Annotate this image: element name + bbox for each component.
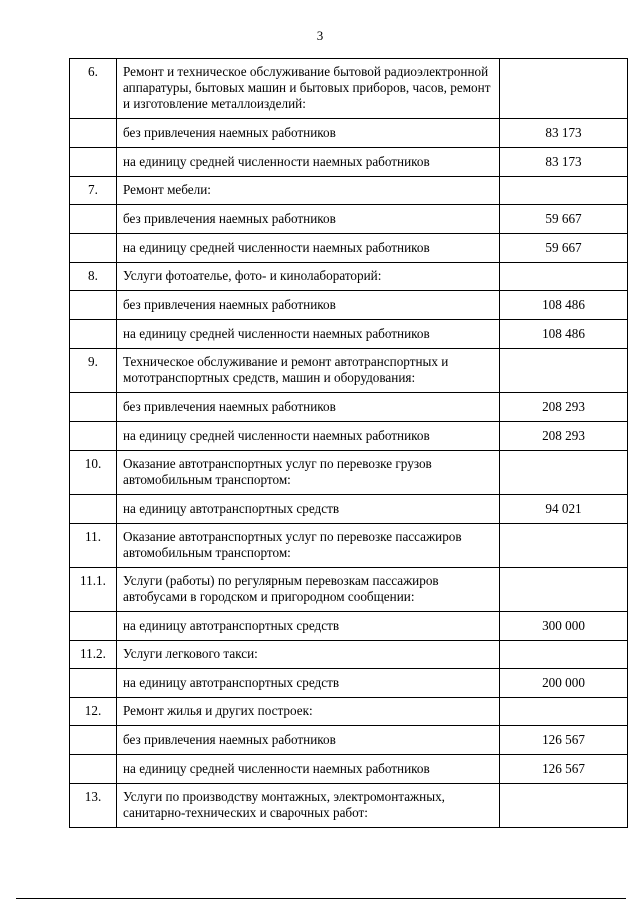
item-number xyxy=(70,495,117,524)
item-number xyxy=(70,612,117,641)
table-row xyxy=(70,784,628,828)
table-row xyxy=(70,349,628,393)
item-number: 10. xyxy=(70,451,117,495)
item-number xyxy=(70,234,117,263)
table-row xyxy=(70,568,628,612)
item-description: на единицу средней численности наемных работников xyxy=(117,755,500,784)
item-number: 11.1. xyxy=(70,568,117,612)
table-row xyxy=(70,234,628,263)
item-value: 208 293 xyxy=(500,422,628,451)
table-row xyxy=(70,669,628,698)
item-description: без привлечения наемных работников xyxy=(117,205,500,234)
table-row xyxy=(70,524,628,568)
table-row xyxy=(70,726,628,755)
item-value xyxy=(500,177,628,205)
item-number: 11. xyxy=(70,524,117,568)
item-number: 6. xyxy=(70,59,117,119)
item-value xyxy=(500,784,628,828)
table-row xyxy=(70,291,628,320)
item-value xyxy=(500,641,628,669)
table-row xyxy=(70,755,628,784)
page-number: 3 xyxy=(316,28,324,43)
table-row xyxy=(70,612,628,641)
item-description: на единицу средней численности наемных работников xyxy=(117,234,500,263)
table-row xyxy=(70,59,628,119)
item-value: 83 173 xyxy=(500,148,628,177)
table-row xyxy=(70,119,628,148)
item-description: на единицу средней численности наемных работников xyxy=(117,320,500,349)
item-number: 11.2. xyxy=(70,641,117,669)
table-row xyxy=(70,641,628,669)
bottom-rule xyxy=(16,898,626,899)
item-description: Услуги фотоателье, фото- и кинолабораторий: xyxy=(117,263,500,291)
item-number xyxy=(70,755,117,784)
table-row xyxy=(70,177,628,205)
item-value: 59 667 xyxy=(500,205,628,234)
item-number: 9. xyxy=(70,349,117,393)
tariff-table xyxy=(69,58,628,828)
item-description: Услуги по производству монтажных, электромонтажных, санитарно-технических и сварочных работ: xyxy=(117,784,500,828)
item-description: Техническое обслуживание и ремонт автотранспортных и мототранспортных средств, машин и оборудования: xyxy=(117,349,500,393)
item-value: 108 486 xyxy=(500,291,628,320)
item-value xyxy=(500,568,628,612)
item-number xyxy=(70,148,117,177)
table-row xyxy=(70,320,628,349)
item-description: без привлечения наемных работников xyxy=(117,726,500,755)
item-value xyxy=(500,451,628,495)
item-description: Услуги легкового такси: xyxy=(117,641,500,669)
item-value xyxy=(500,698,628,726)
item-description: Ремонт жилья и других построек: xyxy=(117,698,500,726)
table-row xyxy=(70,393,628,422)
item-value: 208 293 xyxy=(500,393,628,422)
item-description: без привлечения наемных работников xyxy=(117,119,500,148)
item-value: 126 567 xyxy=(500,726,628,755)
table-row xyxy=(70,698,628,726)
item-description: Услуги (работы) по регулярным перевозкам пассажиров автобусами в городском и пригородном сообщении: xyxy=(117,568,500,612)
table-row xyxy=(70,451,628,495)
item-value: 108 486 xyxy=(500,320,628,349)
item-description: на единицу автотранспортных средств xyxy=(117,612,500,641)
table-row xyxy=(70,148,628,177)
item-number: 13. xyxy=(70,784,117,828)
item-value: 83 173 xyxy=(500,119,628,148)
item-number xyxy=(70,205,117,234)
item-description: без привлечения наемных работников xyxy=(117,393,500,422)
item-number xyxy=(70,669,117,698)
item-number xyxy=(70,119,117,148)
item-number xyxy=(70,291,117,320)
item-value xyxy=(500,349,628,393)
item-value xyxy=(500,524,628,568)
table-body xyxy=(70,59,628,828)
item-description: без привлечения наемных работников xyxy=(117,291,500,320)
item-value xyxy=(500,263,628,291)
table-row xyxy=(70,205,628,234)
item-value: 94 021 xyxy=(500,495,628,524)
item-value: 126 567 xyxy=(500,755,628,784)
item-description: Оказание автотранспортных услуг по перевозке грузов автомобильным транспортом: xyxy=(117,451,500,495)
item-description: Оказание автотранспортных услуг по перевозке пассажиров автомобильным транспортом: xyxy=(117,524,500,568)
item-number xyxy=(70,422,117,451)
item-description: Ремонт мебели: xyxy=(117,177,500,205)
table-row xyxy=(70,263,628,291)
item-number xyxy=(70,726,117,755)
item-description: Ремонт и техническое обслуживание бытовой радиоэлектронной аппаратуры, бытовых машин и бытовых приборов, часов, ремонт и изготовление металлоизделий: xyxy=(117,59,500,119)
table-row xyxy=(70,422,628,451)
item-description: на единицу средней численности наемных работников xyxy=(117,148,500,177)
item-number xyxy=(70,320,117,349)
item-number: 7. xyxy=(70,177,117,205)
item-value: 300 000 xyxy=(500,612,628,641)
item-description: на единицу автотранспортных средств xyxy=(117,495,500,524)
item-number xyxy=(70,393,117,422)
item-value: 59 667 xyxy=(500,234,628,263)
item-description: на единицу автотранспортных средств xyxy=(117,669,500,698)
item-value xyxy=(500,59,628,119)
item-description: на единицу средней численности наемных работников xyxy=(117,422,500,451)
item-number: 8. xyxy=(70,263,117,291)
item-value: 200 000 xyxy=(500,669,628,698)
item-number: 12. xyxy=(70,698,117,726)
table-row xyxy=(70,495,628,524)
